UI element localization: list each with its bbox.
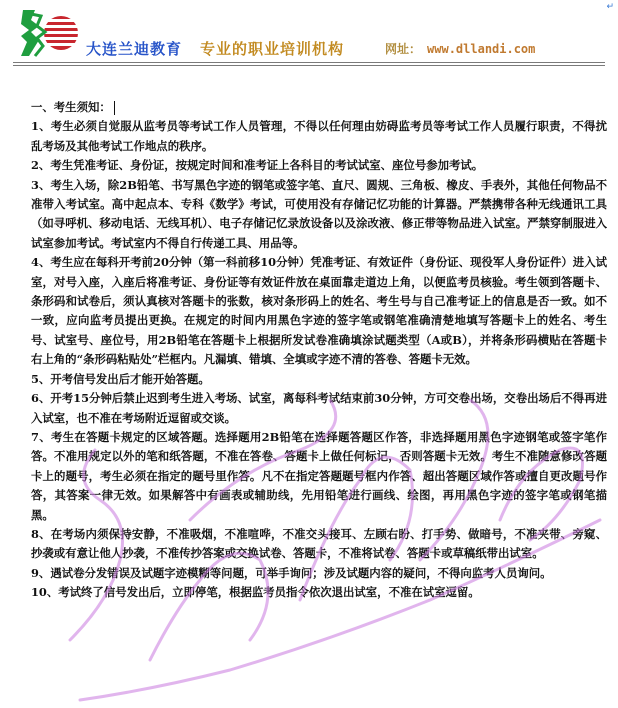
notice-item-9: 9、遇试卷分发错误及试题字迹模糊等问题，可举手询问；涉及试题内容的疑问，不得向监考人员询问。 xyxy=(31,565,552,580)
paragraph-mark: ↵ xyxy=(606,2,614,12)
header-divider-top xyxy=(13,62,605,63)
exam-notice xyxy=(31,98,607,603)
section-title xyxy=(31,98,607,117)
notice-item-8: 8、在考场内须保持安静，不准吸烟，不准喧哗，不准交头接耳、左顾右盼、打手势、做暗号，不准夹带、旁窥、抄袭或有意让他人抄袭，不准传抄答案或交换试卷、答题卡，不准将试卷、答题卡或草稿纸带出试室。 xyxy=(31,526,607,561)
website-label: 网址： xyxy=(385,42,422,56)
website-url: www.dllandi.com xyxy=(427,42,536,56)
notice-item-4: 4、考生应在每科开考前20分钟（第一科前移10分钟）凭准考证、有效证件（身份证、现役军人身份证件）进入试室，对号入座，入座后将准考证、身份证等有效证件放在桌面靠走道边上角，以便监考员核验。考生领到答题卡、条形码和试卷后，须认真核对答题卡的张数，核对条形码上的姓名、考生号与自己准考证上的信息是否一致。如不一致，应向监考员提出更换。在规定的时间内用黑色字迹的签字笔或钢笔准确清楚地填写答题卡上的姓名、考生号、试室号、座位号，用2B铅笔在答题卡上根据所发试卷准确填涂试题类型（A或B），并将条形码横贴在答题卡右上角的“条形码粘贴处”栏框内。凡漏填、错填、全填或字迹不清的答卷、答题卡无效。 xyxy=(31,255,607,367)
brand-name: 大连兰迪教育 xyxy=(86,40,183,58)
notice-item-6: 6、开考15分钟后禁止迟到考生进入考场、试室，离每科考试结束前30分钟，方可交卷出场，交卷出场后不得再进入试室，也不准在考场附近逗留或交谈。 xyxy=(31,391,607,425)
notice-item-2: 2、考生凭准考证、身份证，按规定时间和准考证上各科目的考试试室、座位号参加考试。 xyxy=(31,158,484,173)
website-info xyxy=(385,40,535,57)
brand-slogan: 专业的职业培训机构 xyxy=(200,40,345,58)
text-cursor xyxy=(114,101,115,115)
section-title-text: 一、考生须知： xyxy=(31,100,111,114)
header-divider-bottom xyxy=(13,65,605,66)
notice-item-7: 7、考生在答题卡规定的区域答题。选择题用2B铅笔在选择题答题区作答，非选择题用黑色字迹钢笔或签字笔作答。不准用规定以外的笔和纸答题，不准在答卷、答题卡上做任何标记，否则答题卡无效。考生不准随意修改答题卡上的题号，考生必须在指定的题号里作答。凡不在指定答题题号框内作答、超出答题区域作答或擅自更改题号作答，其答案一律无效。如果解答中有画表或辅助线，先用铅笔进行画线、绘图，再用黑色字迹的签字笔或钢笔描黑。 xyxy=(31,429,607,522)
landi-logo-icon xyxy=(17,6,79,60)
notice-item-5: 5、开考信号发出后才能开始答题。 xyxy=(31,371,210,386)
notice-item-1: 1、考生必须自觉服从监考员等考试工作人员管理，不得以任何理由妨碍监考员等考试工作人员履行职责，不得扰乱考场及其他考试工作地点的秩序。 xyxy=(31,119,607,153)
notice-item-10: 10、考试终了信号发出后，立即停笔，根据监考员指令依次退出试室，不准在试室逗留。 xyxy=(31,585,480,600)
notice-item-3: 3、考生入场，除2B铅笔、书写黑色字迹的钢笔或签字笔、直尺、圆规、三角板、橡皮、手表外，其他任何物品不准带入考试室。高中起点本、专科《数学》考试，可使用没有存储记忆功能的计算器。严禁携带各种无线通讯工具（如寻呼机、移动电话、无线耳机）、电子存储记忆录放设备以及涂改液、修正带等物品进入试室。严禁穿制服进入试室参加考试。考试室内不得自行传递工具、用品等。 xyxy=(31,177,607,250)
